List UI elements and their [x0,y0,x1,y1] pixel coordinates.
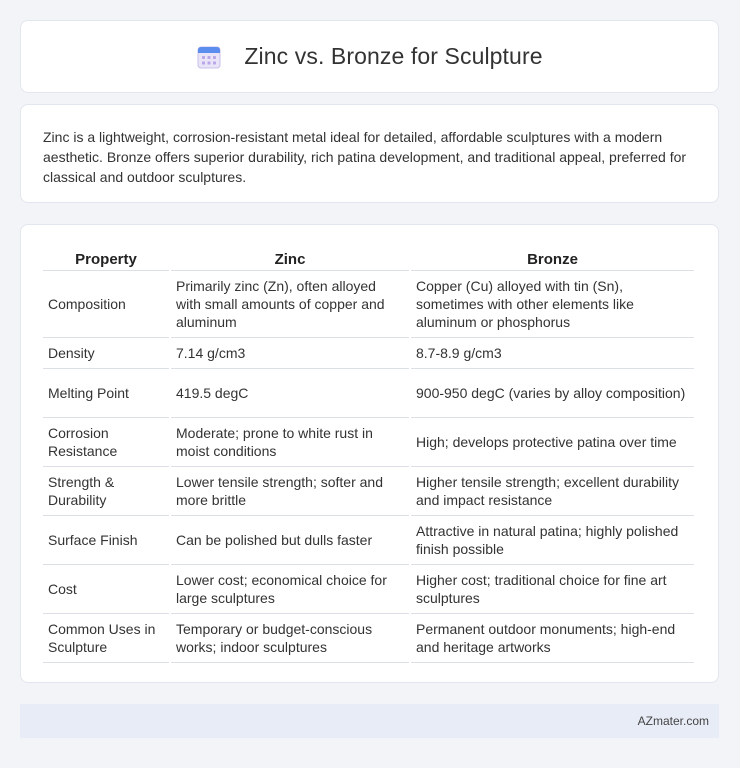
table-row [43,516,694,565]
cell-bronze: Permanent outdoor monuments; high-end and heritage artworks [411,614,694,663]
cell-bronze: Higher tensile strength; excellent durability and impact resistance [411,467,694,516]
cell-property: Corrosion Resistance [43,418,169,467]
comparison-table [41,245,696,663]
calendar-icon [196,44,222,70]
cell-property: Composition [43,271,169,338]
cell-zinc: Lower tensile strength; softer and more brittle [171,467,409,516]
table-row [43,271,694,338]
footer-brand[interactable]: AZmater.com [637,714,709,728]
table-row [43,467,694,516]
header-zinc: Zinc [171,245,409,271]
header-property: Property [43,245,169,271]
table-row [43,565,694,614]
cell-property: Cost [43,565,169,614]
cell-property: Density [43,338,169,369]
table-row [43,338,694,369]
cell-bronze: High; develops protective patina over time [411,418,694,467]
table-row [43,369,694,418]
cell-bronze: 900-950 degC (varies by alloy composition) [411,369,694,418]
comparison-card [20,224,719,683]
cell-property: Common Uses in Sculpture [43,614,169,663]
cell-zinc: 7.14 g/cm3 [171,338,409,369]
title-card [20,20,719,93]
table-row [43,418,694,467]
cell-zinc: Lower cost; economical choice for large sculptures [171,565,409,614]
cell-zinc: Can be polished but dulls faster [171,516,409,565]
intro-card [20,104,719,203]
footer [20,704,719,738]
table-header-row [43,245,694,271]
cell-property: Surface Finish [43,516,169,565]
cell-bronze: 8.7-8.9 g/cm3 [411,338,694,369]
intro-text: Zinc is a lightweight, corrosion-resistant metal ideal for detailed, affordable sculptures with a modern aesthetic. Bronze offers superior durability, rich patina development, and traditional appeal, preferred for classical and outdoor sculptures. [43,129,687,185]
page-title: Zinc vs. Bronze for Sculpture [244,43,543,69]
cell-property: Melting Point [43,369,169,418]
header-bronze: Bronze [411,245,694,271]
cell-bronze: Copper (Cu) alloyed with tin (Sn), sometimes with other elements like aluminum or phosphorus [411,271,694,338]
cell-zinc: Primarily zinc (Zn), often alloyed with small amounts of copper and aluminum [171,271,409,338]
cell-property: Strength & Durability [43,467,169,516]
table-row [43,614,694,663]
cell-zinc: Moderate; prone to white rust in moist conditions [171,418,409,467]
cell-bronze: Higher cost; traditional choice for fine art sculptures [411,565,694,614]
cell-zinc: 419.5 degC [171,369,409,418]
cell-bronze: Attractive in natural patina; highly polished finish possible [411,516,694,565]
cell-zinc: Temporary or budget-conscious works; indoor sculptures [171,614,409,663]
